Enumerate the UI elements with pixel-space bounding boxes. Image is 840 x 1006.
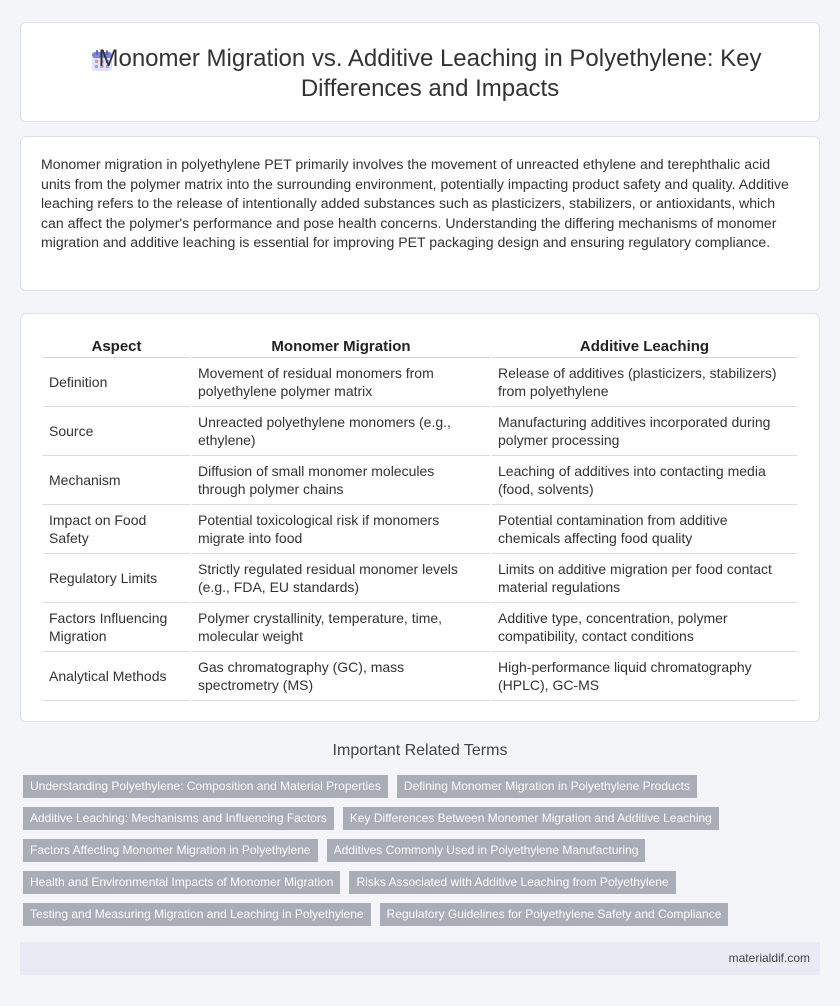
cell-additive: Release of additives (plasticizers, stabilizers) from polyethylene: [492, 358, 797, 407]
cell-aspect: Impact on Food Safety: [43, 505, 190, 554]
table-row: [43, 456, 797, 505]
cell-aspect: Regulatory Limits: [43, 554, 190, 603]
related-term-link[interactable]: Testing and Measuring Migration and Leaching in Polyethylene: [23, 903, 371, 926]
intro-paragraph: Monomer migration in polyethylene PET primarily involves the movement of unreacted ethylene and terephthalic acid units from the polymer matrix into the surrounding environment, potentially impacting product safety and quality. Additive leaching refers to the release of intentionally added substances such as plasticizers, stabilizers, or antioxidants, which can affect the polymer's performance and pose health concerns. Understanding the differing mechanisms of monomer migration and additive leaching is essential for improving PET packaging design and ensuring regulatory compliance.: [41, 156, 789, 251]
cell-aspect: Mechanism: [43, 456, 190, 505]
cell-monomer: Strictly regulated residual monomer levels (e.g., FDA, EU standards): [192, 554, 490, 603]
related-term-link[interactable]: Key Differences Between Monomer Migration and Additive Leaching: [343, 807, 719, 830]
page-title: Monomer Migration vs. Additive Leaching in Polyethylene: Key Differences and Impacts: [98, 45, 762, 102]
cell-aspect: Analytical Methods: [43, 652, 190, 701]
cell-aspect: Source: [43, 407, 190, 456]
cell-aspect: Definition: [43, 358, 190, 407]
tag-row: [23, 839, 803, 862]
tag-row: [23, 775, 803, 798]
cell-monomer: Polymer crystallinity, temperature, time, molecular weight: [192, 603, 490, 652]
comparison-table: [41, 334, 799, 701]
related-term-link[interactable]: Risks Associated with Additive Leaching from Polyethylene: [349, 871, 675, 894]
tag-row: [23, 871, 803, 894]
tag-row: [23, 807, 803, 830]
related-terms-list: [23, 775, 803, 935]
related-term-link[interactable]: Health and Environmental Impacts of Monomer Migration: [23, 871, 340, 894]
cell-additive: Potential contamination from additive chemicals affecting food quality: [492, 505, 797, 554]
related-term-link[interactable]: Factors Affecting Monomer Migration in Polyethylene: [23, 839, 318, 862]
related-term-link[interactable]: Understanding Polyethylene: Composition and Material Properties: [23, 775, 388, 798]
cell-additive: Limits on additive migration per food contact material regulations: [492, 554, 797, 603]
related-term-link[interactable]: Defining Monomer Migration in Polyethylene Products: [397, 775, 697, 798]
cell-additive: Additive type, concentration, polymer compatibility, contact conditions: [492, 603, 797, 652]
table-header-row: [43, 334, 797, 358]
table-row: [43, 407, 797, 456]
table-row: [43, 603, 797, 652]
cell-additive: Leaching of additives into contacting media (food, solvents): [492, 456, 797, 505]
table-row: [43, 505, 797, 554]
cell-monomer: Unreacted polyethylene monomers (e.g., ethylene): [192, 407, 490, 456]
cell-aspect: Factors Influencing Migration: [43, 603, 190, 652]
intro-card: [20, 136, 820, 291]
related-term-link[interactable]: Regulatory Guidelines for Polyethylene Safety and Compliance: [380, 903, 729, 926]
table-row: [43, 652, 797, 701]
table-row: [43, 554, 797, 603]
cell-monomer: Gas chromatography (GC), mass spectrometry (MS): [192, 652, 490, 701]
tag-row: [23, 903, 803, 926]
header-card: [20, 22, 820, 122]
cell-additive: High-performance liquid chromatography (HPLC), GC-MS: [492, 652, 797, 701]
cell-monomer: Potential toxicological risk if monomers migrate into food: [192, 505, 490, 554]
cell-monomer: Diffusion of small monomer molecules through polymer chains: [192, 456, 490, 505]
footer: [20, 942, 820, 975]
header-additive-leaching: Additive Leaching: [492, 334, 797, 358]
related-terms-heading: Important Related Terms: [332, 742, 508, 759]
cell-monomer: Movement of residual monomers from polyethylene polymer matrix: [192, 358, 490, 407]
header-monomer-migration: Monomer Migration: [192, 334, 490, 358]
footer-site-link[interactable]: materialdif.com: [728, 951, 810, 965]
related-term-link[interactable]: Additive Leaching: Mechanisms and Influencing Factors: [23, 807, 334, 830]
comparison-table-card: [20, 313, 820, 722]
cell-additive: Manufacturing additives incorporated during polymer processing: [492, 407, 797, 456]
related-term-link[interactable]: Additives Commonly Used in Polyethylene Manufacturing: [327, 839, 646, 862]
header-aspect: Aspect: [43, 334, 190, 358]
table-row: [43, 358, 797, 407]
